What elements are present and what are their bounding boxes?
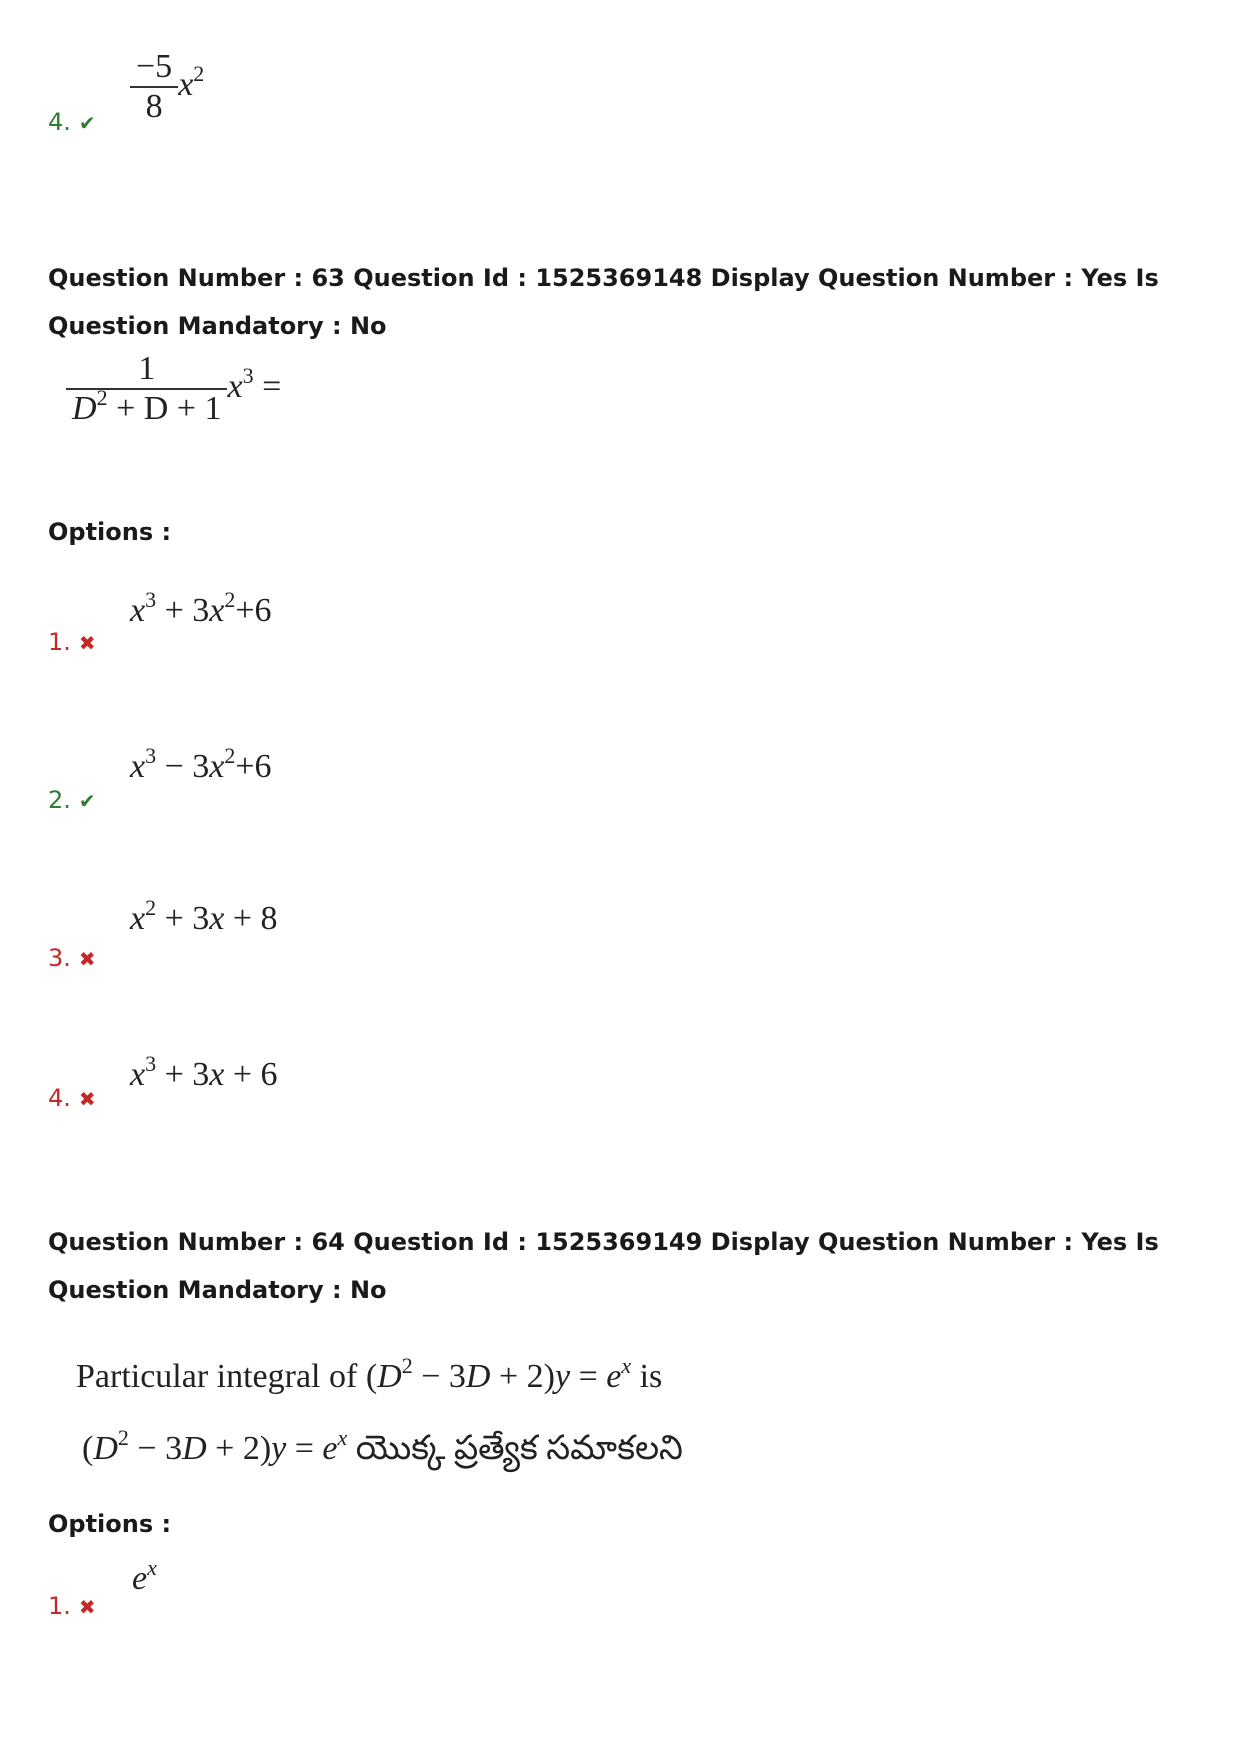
q64-option-1-number: 1. ✖: [48, 1592, 96, 1620]
q63-options-label: Options :: [48, 518, 172, 546]
q63-option-3-math: $x^2 + 3x + 8$: [130, 895, 278, 937]
check-icon: ✔: [78, 111, 96, 135]
q63-option-4-math: $x^3 + 3x + 6$: [130, 1051, 278, 1093]
check-icon: ✔: [78, 789, 96, 813]
q63-meta: Question Number : 63 Question Id : 1525369148 Display Question Number : Yes Is Question Mandatory : No: [48, 264, 1159, 340]
q63-option-3-number: 3. ✖: [48, 944, 96, 972]
cross-icon: ✖: [78, 947, 96, 971]
cross-icon: ✖: [78, 1087, 96, 1111]
prev-option-4-math: $\frac{-5}{8}$ $x^2$: [130, 48, 204, 126]
q63-option-1-number: 1. ✖: [48, 628, 96, 656]
q63-question-math: $\frac{1}{D^2 + D + 1}$ $x^3$ =: [66, 350, 281, 428]
q64-option-1-math: $e^x$: [132, 1555, 157, 1597]
q63-option-2-math: $x^3 - 3x^2+6$: [130, 743, 272, 785]
q64-meta: Question Number : 64 Question Id : 1525369149 Display Question Number : Yes Is Question Mandatory : No: [48, 1228, 1159, 1304]
q63-option-1-math: $x^3 + 3x^2+6$: [130, 587, 272, 629]
q64-question-english: Particular integral of $(D^2 - 3D + 2)y = e^x$ is: [76, 1353, 663, 1395]
cross-icon: ✖: [78, 1595, 96, 1619]
q63-option-4-number: 4. ✖: [48, 1084, 96, 1112]
q64-question-telugu: $(D^2 - 3D + 2)y = e^x$ యొక్క ప్రత్యేక సమాకలని: [82, 1425, 683, 1467]
q64-options-label: Options :: [48, 1510, 172, 1538]
cross-icon: ✖: [78, 631, 96, 655]
q63-option-2-number: 2. ✔: [48, 786, 96, 814]
prev-option-4-number: 4. ✔: [48, 108, 96, 136]
